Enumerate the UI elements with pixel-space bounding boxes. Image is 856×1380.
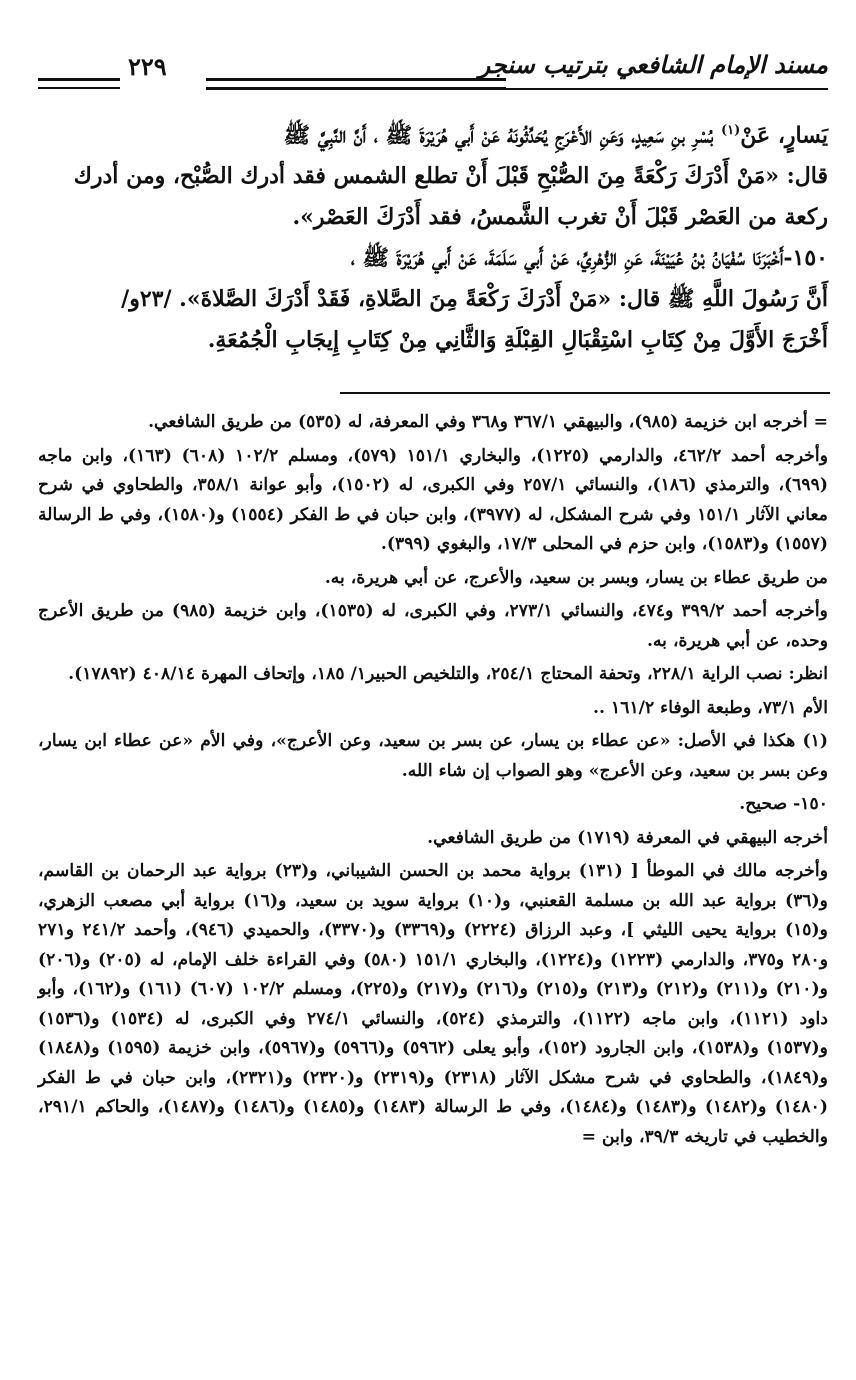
footnote-separator: [340, 392, 830, 394]
footnote-ref[interactable]: (١): [720, 123, 741, 138]
main-text: [38, 110, 828, 361]
footnotes: [38, 408, 828, 1156]
note-paragraph: من طريق عطاء بن يسار، وبسر بن سعيد، والأعرج، عن أبي هريرة، به.: [324, 567, 828, 588]
main-line: [38, 110, 828, 156]
note-paragraph: وأخرجه أحمد ٣٩٩/٢ و٤٧٤، والنسائي ٢٧٣/١، وفي الكبرى، له (١٥٣٥)، وابن خزيمة (٩٨٥) من طريق الأعرج وحده، عن أبي هريرة، به.: [38, 601, 828, 651]
page-header: [38, 44, 828, 104]
footnote-1: (١) هكذا في الأصل: «عن عطاء بن يسار، عن بسر بن سعيد، وعن الأعرج»، وفي الأم «عن عطاء ابن يسار، وعن بسر بن سعيد، وعن الأعرج» وهو الصواب إن شاء الله.: [38, 731, 828, 781]
note-paragraph: الأم ٧٣/١، وطبعة الوفاء ١٦١/٢ ..: [593, 697, 828, 718]
note-paragraph: انظر: نصب الراية ٢٢٨/١، وتحفة المحتاج ٢٥٤/١، والتلخيص الحبير١/ ١٨٥، وإتحاف المهرة ٤٠٨/١٤ (١٧٨٩٢).: [68, 664, 828, 684]
note-paragraph: أخرجه البيهقي في المعرفة (١٧١٩) من طريق الشافعي.: [427, 827, 828, 848]
main-line-part: يَسارٍ، عَنْ: [740, 122, 828, 149]
main-line: ركعة من العَصْر قَبْلَ أَنْ تغرب الشَّمسُ، فقد أَدْرَكَ العَصْر».: [292, 204, 828, 231]
note-paragraph: وأخرجه مالك في الموطأ [ (١٣١) برواية محمد بن الحسن الشيباني، و(٢٣) برواية عبد الرحمان بن القاسم، و(٣٦) برواية عبد الله بن مسلمة القعنبي، و(١٠) برواية سويد بن سعيد، و(١٦) برواية أبي مصعب الزهري، و(١٥) برواية يحيى الليثي ]، وعبد الرزاق (٢٢٢٤) و(٣٣٦٩) و(٣٣٧٠)، والحميدي (٩٤٦)، وأحمد ٢٤١/٢ و٢٧١ و٢٨٠ و٣٧٥، والدارمي (١٢٢٣) و(١٢٢٤)، والبخاري ١٥١/١ (٥٨٠) وفي القراءة خلف الإمام، له (٢٠٥) و(٢٠٦) و(٢١٠) و(٢١١) و(٢١٢) و(٢١٣) و(٢١٥) و(٢١٦) و(٢١٧) و(٢٢٥)، ومسلم ١٠٢/٢ (٦٠٧) (١٦١) و(١٦٢)، وأبو داود (١١٢١)، وابن ماجه (١١٢٢)، والترمذي (٥٢٤)، والنسائي ٢٧٤/١ وفي الكبرى، له (١٥٣٤) و(١٥٣٦) و(١٥٣٧) و(١٥٣٨)، وابن الجارود (١٥٢)، وأبو يعلى (٥٩٦٢) و(٥٩٦٦) و(٥٩٦٧)، وابن خزيمة (١٥٩٥) و(١٨٤٨) و(١٨٤٩)، والطحاوي في شرح مشكل الآثار (٢٣١٨) و(٢٣١٩) و(٢٣٢٠) و(٢٣٢١)، وابن حبان في ط الفكر (١٤٨٠) و(١٤٨٢) و(١٤٨٣) و(١٤٨٤)، وفي ط الرسالة (١٤٨٣) و(١٤٨٥) و(١٤٨٦) و(١٤٨٧)، والحاكم ٢٩١/١، والخطيب في تاريخه ٣٩/٣، وابن =: [38, 861, 829, 1147]
book-title: مسند الإمام الشافعي بترتيب سنجر: [478, 50, 828, 79]
main-line: ١٥٠-أَخْبَرَنَا سُفْيَانُ بْنُ عُيَيْنَةَ، عَنِ الزُّهْرِيِّ، عَنْ أَبي سَلَمَةَ، عَنْ أَبي هُرَيْرَةَ ﷺ ،: [350, 245, 828, 272]
note-paragraph: = أخرجه ابن خزيمة (٩٨٥)، والبيهقي ٣٦٧/١ و٣٦٨ وفي المعرفة، له (٥٣٥) من طريق الشافعي.: [148, 412, 828, 432]
main-line: أَخْرَجَ الأَوَّلَ مِنْ كِتَابِ اسْتِقْبَالِ القِبْلَةِ وَالثَّانِي مِنْ كِتَابِ إِيجَابِ الْجُمُعَةِ.: [207, 327, 828, 354]
header-underline: [206, 88, 828, 90]
note-paragraph: وأخرجه أحمد ٤٦٢/٢، والدارمي (١٢٢٥)، والبخاري ١٥١/١ (٥٧٩)، ومسلم ١٠٢/٢ (٦٠٨) (١٦٣)، وابن ماجه (٦٩٩)، والترمذي (١٨٦)، والنسائي ٢٥٧/١ وفي الكبرى، له (١٥٠٢)، وأبو عوانة ٣٥٨/١، والطحاوي في شرح معاني الآثار ١٥١/١ وفي شرح المشكل، له (٣٩٧٧)، وابن حبان في ط الفكر (١٥٥٤) و(١٥٨٠)، وفي ط الرسالة (١٥٥٧) و(١٥٨٣)، وابن حزم في المحلى ١٧/٣، والبغوي (٣٩٩).: [38, 445, 829, 554]
main-line: أَنَّ رَسُولَ اللَّهِ ﷺ قال: «مَنْ أَدْرَكَ رَكْعَةً مِنَ الصَّلاةِ، فَقَدْ أَدْرَكَ الصَّلاةَ». /٢٣و/: [121, 286, 828, 313]
main-line: قال: «مَنْ أَدْرَكَ رَكْعَةً مِنَ الصُّبْحِ قَبْلَ أَنْ تطلع الشمس فقد أدرك الصُّبْح، ومن أدرك: [73, 163, 828, 190]
main-line-part: بُسْرِ بنِ سَعِيدٍ، وَعَنِ الأَعْرَجِ يُحَدِّثُونَهُ عَنْ أَبي هُرَيْرَةَ ﷺ ، أَنَّ النَّبِيَّ ﷺ: [283, 122, 721, 149]
page-number: ٢٢٩: [128, 52, 167, 81]
header-rule-left: [38, 78, 120, 89]
hadith-grade-heading: ١٥٠- صحيح.: [739, 794, 828, 814]
